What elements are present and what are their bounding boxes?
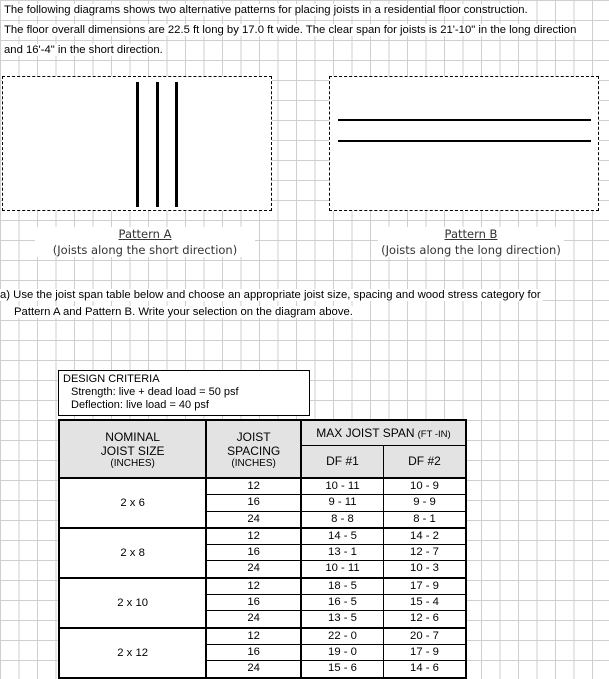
pattern-b-joist-1 [338,119,591,121]
joist-size-cell: 2 x 10 [59,578,206,628]
table-row [59,528,466,578]
design-criteria-box [58,370,310,416]
df1-cell [301,478,384,528]
df2-cell-value: 8 - 1 [413,512,436,525]
criteria-title: DESIGN CRITERIA [63,373,160,385]
spacing-cell-value: 16 [207,545,300,561]
spacing-cell [206,528,301,578]
spacing-cell [206,578,301,628]
df1-cell-value: 16 - 5 [302,595,383,611]
pattern-a-subtitle: (Joists along the short direction) [52,243,238,257]
header-joist-spacing: JOIST SPACING (INCHES) [206,420,301,478]
df1-cell-value: 18 - 5 [302,579,383,595]
df1-cell-value: 14 - 5 [302,529,383,545]
pattern-b-joist-2 [338,140,591,142]
df1-cell-value: 15 - 6 [328,662,357,675]
df2-cell [383,628,466,678]
spacing-cell-value: 12 [207,629,300,645]
df2-cell-value: 9 - 9 [384,495,465,511]
df2-cell [383,578,466,628]
pattern-a-joist-1 [136,82,139,207]
criteria-strength: Strength: live + dead load = 50 psf [71,386,239,398]
df1-cell-value: 13 - 1 [302,545,383,561]
df2-cell-value: 10 - 9 [384,479,465,495]
pattern-b-title: Pattern B [444,227,498,241]
header-joist-size: NOMINAL JOIST SIZE (INCHES) [59,420,206,478]
intro-line-1: The following diagrams shows two alternative patterns for placing joists in a residential floor construction. [4,4,528,16]
df2-cell-value: 14 - 6 [410,662,439,675]
df2-cell-value: 14 - 2 [384,529,465,545]
pattern-b-diagram [329,76,599,211]
joist-size-cell: 2 x 6 [59,478,206,528]
spacing-cell-value: 24 [247,562,260,575]
table-row [59,628,466,678]
df2-cell [383,528,466,578]
df1-cell-value: 8 - 8 [331,512,354,525]
intro-line-2: The floor overall dimensions are 22.5 ft long by 17.0 ft wide. The clear span for joists is 21'-10" in the long direction [4,24,577,36]
df2-cell [383,478,466,528]
question-line-1: a) Use the joist span table below and choose an appropriate joist size, spacing and wood stress category for [0,289,541,301]
spacing-cell-value: 24 [247,512,260,525]
header-df2: DF #2 [383,445,466,478]
pattern-a-caption [35,227,255,257]
pattern-a-diagram [2,76,272,211]
df1-cell-value: 13 - 5 [328,612,357,625]
df2-cell-value: 10 - 3 [410,562,439,575]
df1-cell [301,578,384,628]
pattern-b-subtitle: (Joists along the long direction) [381,243,561,257]
pattern-a-title: Pattern A [118,227,172,241]
intro-line-3: and 16'-4" in the short direction. [4,44,163,56]
df2-cell-value: 20 - 7 [384,629,465,645]
spacing-cell-value: 24 [247,662,260,675]
df2-cell-value: 15 - 4 [384,595,465,611]
df1-cell-value: 22 - 0 [302,629,383,645]
table-row [59,478,466,528]
df1-cell-value: 10 - 11 [302,479,383,495]
spacing-cell-value: 16 [207,595,300,611]
spacing-cell-value: 12 [207,529,300,545]
df1-cell-value: 10 - 11 [325,562,360,575]
spacing-cell [206,478,301,528]
df1-cell [301,628,384,678]
df2-cell-value: 12 - 6 [410,612,439,625]
df2-cell-value: 17 - 9 [384,645,465,661]
pattern-b-caption [378,227,564,257]
spacing-cell-value: 16 [207,645,300,661]
table-row [59,578,466,628]
spacing-cell-value: 16 [207,495,300,511]
question-line-2: Pattern A and Pattern B. Write your selection on the diagram above. [14,306,353,318]
header-max-span: MAX JOIST SPAN (FT -IN) [301,420,466,445]
joist-size-cell: 2 x 12 [59,628,206,678]
df1-cell-value: 19 - 0 [302,645,383,661]
spacing-cell [206,628,301,678]
df2-cell-value: 17 - 9 [384,579,465,595]
joist-span-table [58,419,467,679]
pattern-a-joist-3 [175,82,178,207]
criteria-deflection: Deflection: live load = 40 psf [71,399,209,411]
df2-cell-value: 12 - 7 [384,545,465,561]
pattern-a-joist-2 [156,82,159,207]
df1-cell-value: 9 - 11 [302,495,383,511]
df1-cell [301,528,384,578]
joist-size-cell: 2 x 8 [59,528,206,578]
spacing-cell-value: 12 [207,479,300,495]
spacing-cell-value: 24 [247,612,260,625]
spacing-cell-value: 12 [207,579,300,595]
header-df1: DF #1 [301,445,384,478]
